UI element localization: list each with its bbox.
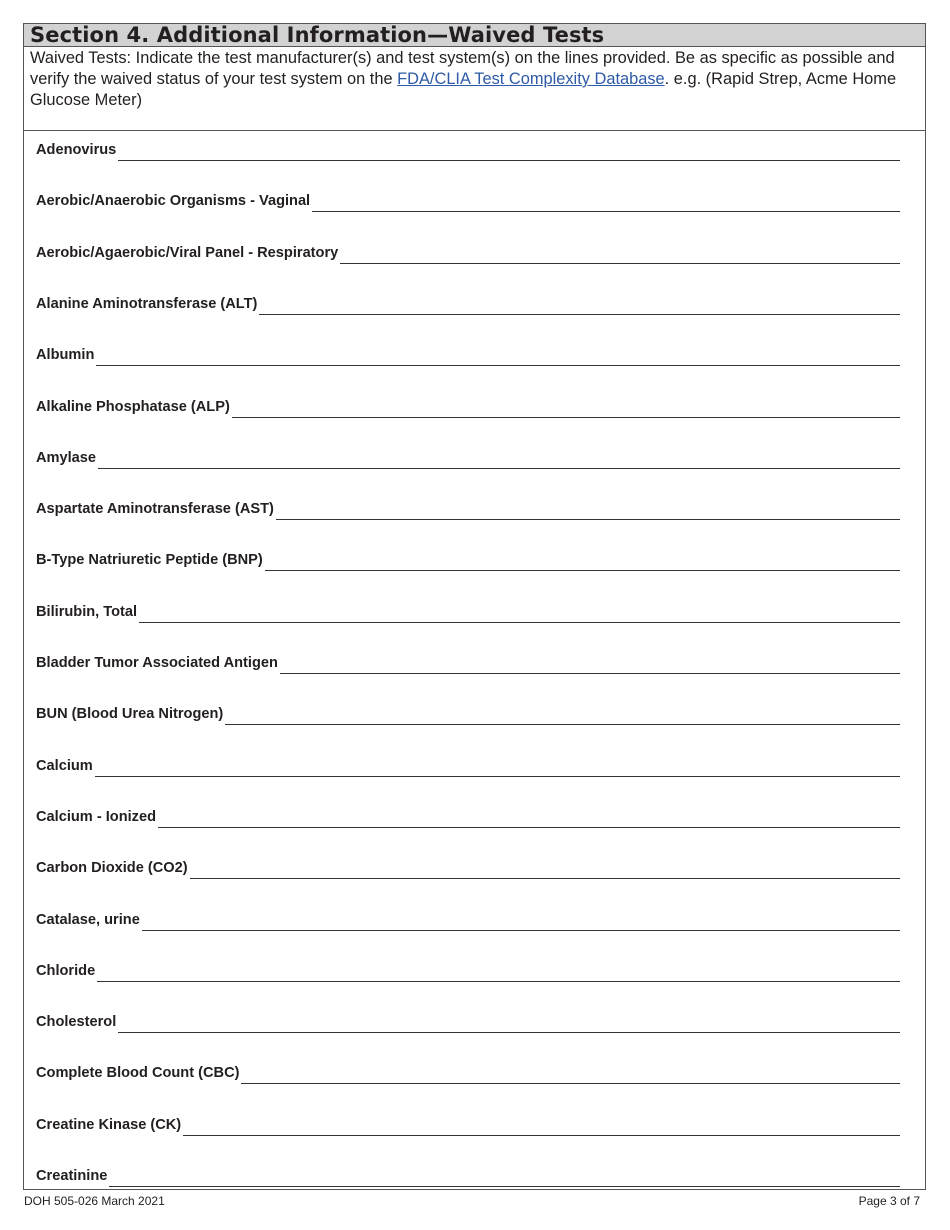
test-field-row	[36, 190, 900, 212]
test-field-label: Bilirubin, Total	[36, 603, 138, 620]
test-field-label: Bladder Tumor Associated Antigen	[36, 655, 278, 671]
test-field-input[interactable]	[97, 960, 900, 982]
test-field-row	[36, 601, 900, 623]
fda-clia-database-link[interactable]: FDA/CLIA Test Complexity Database	[397, 70, 665, 88]
test-field-row	[36, 139, 900, 161]
section-title: Section 4. Additional Information—Waived Tests	[24, 24, 925, 47]
instructions-text-after: . e.g. (Rapid Strep, Acme Home Glucose Meter)	[30, 70, 897, 109]
test-field-row	[36, 396, 900, 418]
test-field-input[interactable]	[183, 1114, 900, 1136]
test-field-row	[36, 909, 900, 931]
test-field-input[interactable]	[142, 909, 900, 931]
form-frame	[23, 23, 926, 1190]
test-field-row	[36, 1165, 900, 1187]
test-field-input[interactable]	[190, 857, 900, 879]
test-field-label: Alanine Aminotransferase (ALT)	[36, 295, 258, 312]
test-field-label: Chloride	[36, 962, 96, 979]
test-field-input[interactable]	[96, 344, 900, 366]
test-field-row	[36, 1062, 900, 1084]
test-field-label: Adenovirus	[36, 142, 117, 158]
test-field-row	[36, 703, 900, 725]
test-field-input[interactable]	[280, 652, 900, 674]
test-field-row	[36, 498, 900, 520]
test-field-input[interactable]	[98, 447, 900, 469]
test-field-row	[36, 242, 900, 264]
test-field-label: Aerobic/Agaerobic/Viral Panel - Respiratory	[36, 244, 339, 261]
test-field-input[interactable]	[139, 601, 900, 623]
test-field-input[interactable]	[265, 549, 900, 571]
test-field-label: Aspartate Aminotransferase (AST)	[36, 501, 274, 518]
test-field-label: Aerobic/Anaerobic Organisms - Vaginal	[36, 193, 311, 210]
test-field-label: Complete Blood Count (CBC)	[36, 1065, 240, 1082]
test-field-row	[36, 806, 900, 828]
test-field-label: BUN (Blood Urea Nitrogen)	[36, 706, 224, 723]
test-field-input[interactable]	[312, 190, 900, 212]
test-field-input[interactable]	[225, 703, 900, 725]
test-field-row	[36, 857, 900, 879]
test-field-label: Calcium	[36, 757, 93, 774]
test-field-label: Albumin	[36, 347, 95, 364]
test-field-label: B-Type Natriuretic Peptide (BNP)	[36, 552, 263, 569]
test-field-label: Creatinine	[36, 1168, 108, 1184]
test-field-input[interactable]	[158, 806, 900, 828]
test-field-input[interactable]	[241, 1062, 900, 1084]
test-field-row	[36, 652, 900, 674]
test-field-label: Carbon Dioxide (CO2)	[36, 860, 188, 877]
test-field-row	[36, 344, 900, 366]
test-field-row	[36, 549, 900, 571]
test-field-input[interactable]	[118, 139, 900, 161]
test-field-label: Catalase, urine	[36, 911, 140, 928]
test-field-label: Alkaline Phosphatase (ALP)	[36, 398, 230, 415]
instructions	[24, 47, 925, 131]
test-field-label: Creatine Kinase (CK)	[36, 1116, 182, 1133]
test-field-row	[36, 960, 900, 982]
test-field-label: Cholesterol	[36, 1014, 117, 1031]
test-field-input[interactable]	[259, 293, 900, 315]
test-field-input[interactable]	[232, 396, 900, 418]
test-field-row	[36, 1114, 900, 1136]
test-field-row	[36, 293, 900, 315]
instructions-text-before: Waived Tests: Indicate the test manufacturer(s) and test system(s) on the lines provided. Be as specific as possible and verify the waived status of your test system on the	[30, 49, 895, 88]
test-field-label: Calcium - Ionized	[36, 808, 157, 825]
test-field-input[interactable]	[95, 755, 900, 777]
test-field-input[interactable]	[276, 498, 900, 520]
page-number: Page 3 of 7	[858, 1194, 920, 1208]
test-field-input[interactable]	[109, 1165, 900, 1187]
test-field-row	[36, 1011, 900, 1033]
form-id: DOH 505-026 March 2021	[24, 1194, 165, 1208]
test-field-label: Amylase	[36, 449, 97, 466]
test-field-input[interactable]	[340, 242, 900, 264]
test-field-row	[36, 755, 900, 777]
test-field-row	[36, 447, 900, 469]
test-field-input[interactable]	[118, 1011, 900, 1033]
